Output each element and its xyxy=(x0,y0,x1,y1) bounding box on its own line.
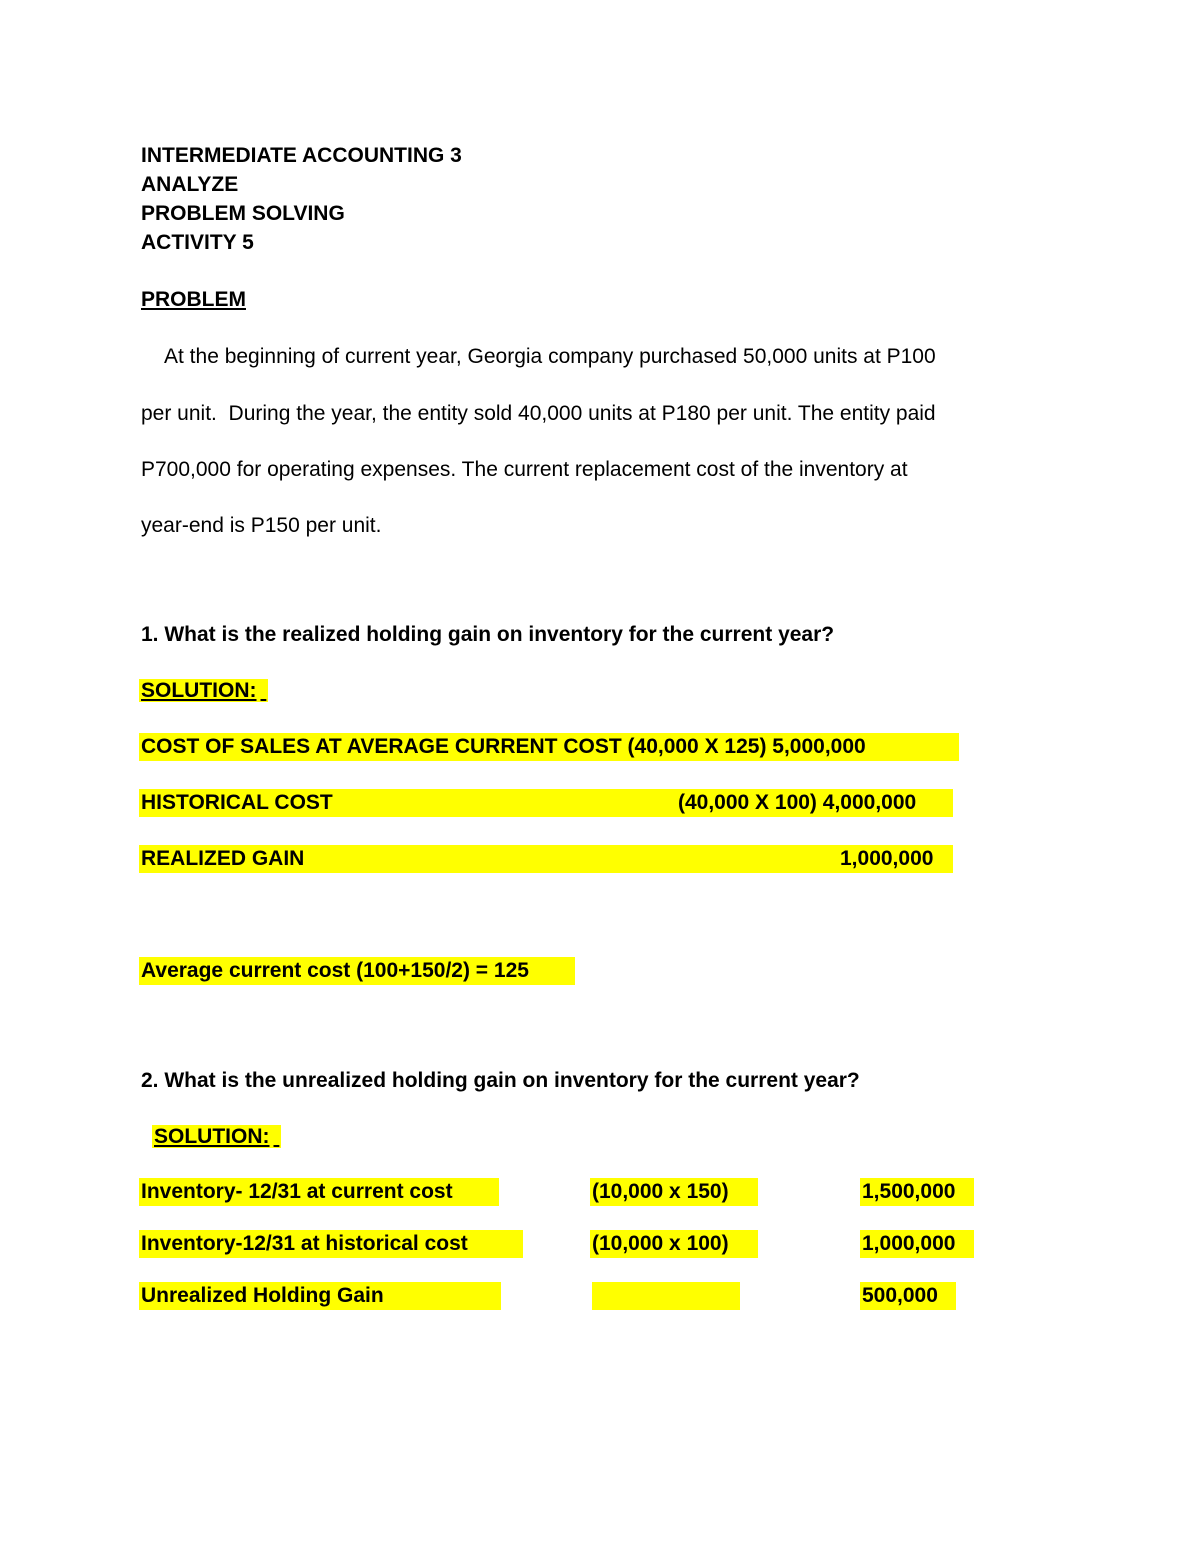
problem-line-2: per unit. During the year, the entity sold 40,000 units at P180 per unit. The entity paid xyxy=(141,402,936,425)
problem-heading: PROBLEM xyxy=(141,288,246,311)
q2-row-current-cost-label: Inventory- 12/31 at current cost xyxy=(141,1180,453,1203)
problem-line-4: year-end is P150 per unit. xyxy=(141,514,382,537)
q1-solution-text: SOLUTION: xyxy=(141,679,257,702)
q1-row-historical-calc: (40,000 X 100) 4,000,000 xyxy=(678,791,917,814)
problem-line-1: At the beginning of current year, Georgia company purchased 50,000 units at P100 xyxy=(164,345,936,368)
type-label: PROBLEM SOLVING xyxy=(141,202,345,225)
category-label: ANALYZE xyxy=(141,173,239,196)
q2-row-historical-cost-label: Inventory-12/31 at historical cost xyxy=(141,1232,468,1255)
q2-row-unrealized-amount: 500,000 xyxy=(862,1284,938,1307)
q2-row-historical-cost-amount: 1,000,000 xyxy=(862,1232,956,1255)
q1-row-realized-label: REALIZED GAIN xyxy=(141,847,305,870)
q2-row-unrealized-label: Unrealized Holding Gain xyxy=(141,1284,384,1307)
q2-solution-text: SOLUTION: xyxy=(154,1125,270,1148)
course-title: INTERMEDIATE ACCOUNTING 3 xyxy=(141,144,462,167)
q2-solution-label xyxy=(152,1124,281,1150)
q2-row-current-cost-calc: (10,000 x 150) xyxy=(592,1180,729,1203)
q1-row-cost-of-sales: COST OF SALES AT AVERAGE CURRENT COST (40,000 X 125) 5,000,000 xyxy=(141,735,866,758)
activity-label: ACTIVITY 5 xyxy=(141,231,254,254)
question-2: 2. What is the unrealized holding gain on inventory for the current year? xyxy=(141,1069,860,1092)
question-1: 1. What is the realized holding gain on inventory for the current year? xyxy=(141,623,835,646)
q1-row-realized-amount: 1,000,000 xyxy=(840,847,934,870)
q2-row-current-cost-amount: 1,500,000 xyxy=(862,1180,956,1203)
q1-row-historical-label: HISTORICAL COST xyxy=(141,791,333,814)
average-cost-note: Average current cost (100+150/2) = 125 xyxy=(141,959,529,982)
q2-row-historical-cost-calc: (10,000 x 100) xyxy=(592,1232,729,1255)
q1-solution-label xyxy=(139,678,268,704)
q2-row-3-calc-highlight xyxy=(592,1282,740,1310)
problem-line-3: P700,000 for operating expenses. The current replacement cost of the inventory at xyxy=(141,458,908,481)
